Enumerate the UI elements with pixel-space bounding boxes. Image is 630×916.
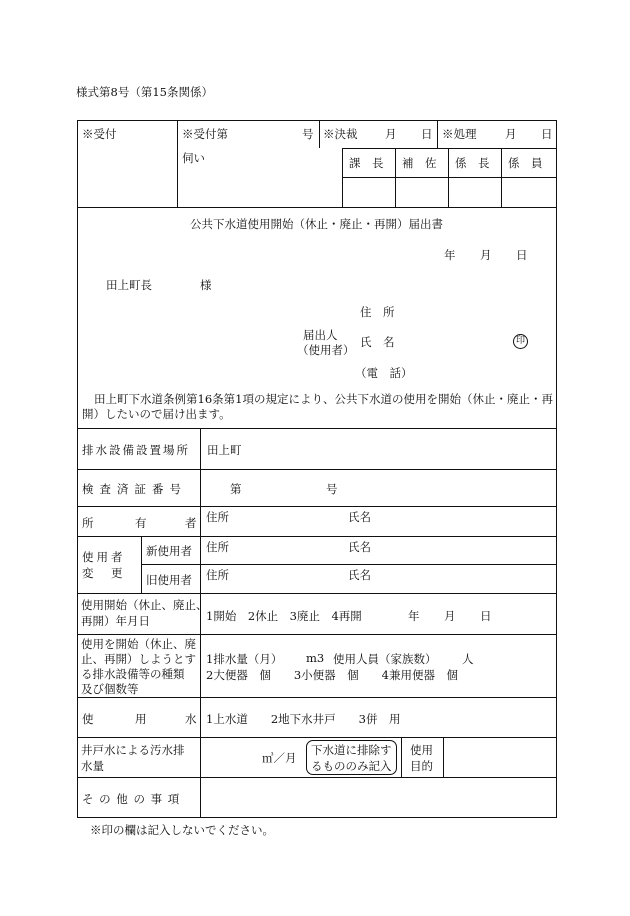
table-border bbox=[141, 536, 142, 593]
table-border bbox=[141, 564, 557, 565]
table-border bbox=[77, 120, 78, 817]
role-staff: 係 員 bbox=[508, 156, 543, 170]
new-user-name-label: 氏名 bbox=[348, 540, 371, 554]
user-change-label-2: 変 更 bbox=[82, 566, 126, 580]
table-border bbox=[200, 536, 201, 593]
table-border bbox=[437, 120, 438, 148]
body-text-line2: 開）したいので届け出ます。 bbox=[82, 407, 231, 421]
decision-label: ※決裁 bbox=[323, 127, 358, 141]
receipt-number-suffix: 号 bbox=[302, 127, 314, 141]
body-text-line1: 田上町下水道条例第16条第1項の規定により、公共下水道の使用を開始（休止・廃止・再 bbox=[94, 392, 553, 406]
table-border bbox=[177, 120, 178, 207]
drain-volume-label: 1排水量（月） bbox=[206, 652, 283, 666]
date-year: 年 bbox=[444, 248, 456, 262]
role-assistant: 補 佐 bbox=[402, 156, 437, 170]
receipt-number-prefix: ※受付第 bbox=[182, 127, 228, 141]
table-border bbox=[200, 428, 201, 536]
processing-day: 日 bbox=[541, 127, 553, 141]
owner-label-2: 有 bbox=[135, 516, 147, 530]
old-user-address-label: 住所 bbox=[206, 568, 229, 582]
document-title: 公共下水道使用開始（休止・廃止・再開）届出書 bbox=[190, 217, 443, 231]
location-value: 田上町 bbox=[207, 443, 242, 457]
purpose-label-2: 目的 bbox=[410, 759, 433, 773]
processing-month: 月 bbox=[505, 127, 517, 141]
toilets-line: 2大便器 個 3小便器 個 4兼用便器 個 bbox=[206, 668, 458, 682]
start-year: 年 bbox=[408, 609, 420, 623]
start-month: 月 bbox=[444, 609, 456, 623]
table-border bbox=[448, 148, 449, 207]
well-note-line2: るもののみ記入 bbox=[311, 759, 392, 773]
well-label-2: 水量 bbox=[81, 759, 104, 773]
water-label-2: 用 bbox=[135, 712, 147, 726]
applicant-address-label: 住 所 bbox=[360, 305, 395, 319]
water-label-3: 水 bbox=[185, 712, 197, 726]
equip-label-2: 止、再開）しようとす bbox=[81, 652, 196, 666]
date-month: 月 bbox=[480, 248, 492, 262]
form-number: 様式第8号（第15条関係） bbox=[76, 85, 213, 99]
addressee-name: 田上町長 bbox=[106, 278, 152, 292]
equip-label-3: る排水設備等の種類 bbox=[81, 667, 185, 681]
water-label-1: 使 bbox=[82, 712, 94, 726]
owner-label-3: 者 bbox=[185, 516, 197, 530]
applicant-name-label: 氏 名 bbox=[360, 335, 395, 349]
owner-name-label: 氏名 bbox=[348, 510, 371, 524]
addressee-honorific: 様 bbox=[200, 278, 212, 292]
applicant-label: 届出人 bbox=[303, 328, 338, 342]
table-border bbox=[200, 593, 201, 817]
table-border bbox=[395, 148, 396, 207]
old-user-name-label: 氏名 bbox=[348, 568, 371, 582]
new-user-address-label: 住所 bbox=[206, 540, 229, 554]
cert-label: 検査済証番号 bbox=[82, 482, 187, 496]
equip-label: 使用を開始（休止、廃 bbox=[81, 637, 196, 651]
inquiry-label: 伺い bbox=[182, 151, 205, 165]
start-options: 1開始 2休止 3廃止 4再開 bbox=[206, 609, 362, 623]
applicant-user-label: （使用者） bbox=[297, 343, 355, 357]
table-border bbox=[342, 148, 343, 207]
footer-note: ※印の欄は記入しないでください。 bbox=[90, 823, 274, 837]
people-label: 使用人員（家族数） bbox=[333, 652, 437, 666]
table-border bbox=[77, 469, 557, 470]
table-border bbox=[319, 120, 320, 148]
table-border bbox=[77, 697, 557, 698]
table-border bbox=[77, 428, 557, 429]
decision-day: 日 bbox=[421, 127, 433, 141]
purpose-label: 使用 bbox=[410, 743, 433, 757]
owner-address-label: 住所 bbox=[206, 510, 229, 524]
role-section-chief: 課 長 bbox=[349, 156, 384, 170]
water-options: 1上水道 2地下水井戸 3併 用 bbox=[206, 712, 401, 726]
cert-suffix: 号 bbox=[326, 482, 338, 496]
table-border bbox=[77, 207, 557, 208]
table-border bbox=[501, 148, 502, 207]
other-label: そ の 他 の 事 項 bbox=[82, 792, 181, 806]
table-border bbox=[342, 148, 557, 149]
table-border bbox=[77, 634, 557, 635]
old-user-label: 旧使用者 bbox=[146, 573, 192, 587]
well-label: 井戸水による汚水排 bbox=[81, 743, 185, 757]
table-border bbox=[556, 120, 557, 817]
table-border bbox=[77, 777, 557, 778]
decision-month: 月 bbox=[385, 127, 397, 141]
owner-label-1: 所 bbox=[82, 516, 94, 530]
equip-label-4: 及び個数等 bbox=[81, 682, 139, 696]
table-border bbox=[77, 120, 557, 121]
start-date-label: 使用開始（休止、廃止、 bbox=[81, 598, 208, 612]
table-border bbox=[77, 817, 557, 818]
applicant-phone-label: （電 話） bbox=[355, 366, 413, 380]
receipt-label: ※受付 bbox=[82, 127, 117, 141]
table-border bbox=[77, 593, 557, 594]
drain-volume-unit: m3 bbox=[306, 651, 325, 665]
cert-prefix: 第 bbox=[230, 482, 242, 496]
date-day: 日 bbox=[516, 248, 528, 262]
table-border bbox=[443, 737, 444, 777]
table-border bbox=[77, 737, 557, 738]
table-border bbox=[77, 536, 557, 537]
well-note-line1: 下水道に排除す bbox=[311, 743, 392, 757]
location-label: 排水設備設置場所 bbox=[82, 443, 190, 457]
start-date-label-2: 再開）年月日 bbox=[81, 614, 150, 628]
processing-label: ※処理 bbox=[442, 127, 477, 141]
role-subsection-chief: 係 長 bbox=[455, 156, 490, 170]
table-border bbox=[401, 737, 402, 777]
table-border bbox=[342, 177, 557, 178]
seal-mark: 印 bbox=[513, 334, 528, 349]
table-border bbox=[77, 506, 557, 507]
new-user-label: 新使用者 bbox=[146, 544, 192, 558]
well-unit: ㎥／月 bbox=[262, 751, 297, 765]
start-day: 日 bbox=[480, 609, 492, 623]
people-unit: 人 bbox=[462, 652, 474, 666]
user-change-label: 使用者 bbox=[82, 550, 126, 564]
